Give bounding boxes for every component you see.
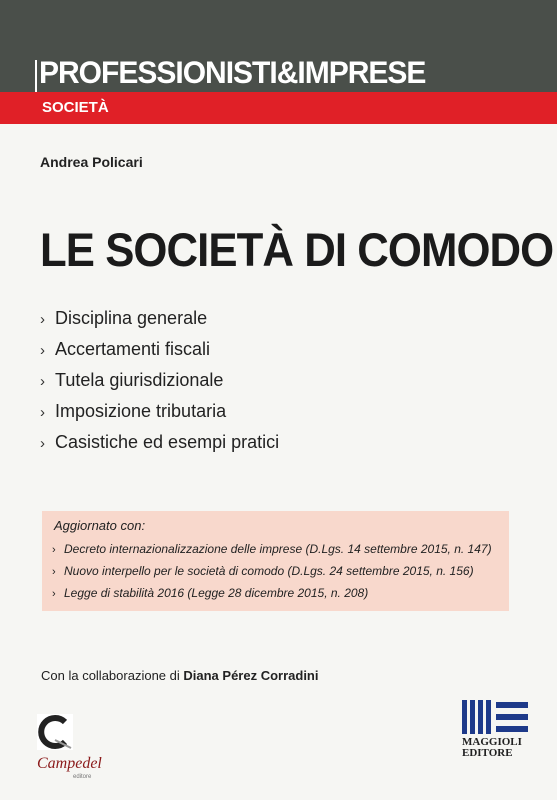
chevron-right-icon: › [40, 311, 45, 328]
topic-item: › Casistiche ed esempi pratici [40, 432, 280, 452]
campedel-c-icon [37, 714, 73, 750]
maggioli-name: MAGGIOLI EDITORE [462, 736, 522, 759]
topic-item: › Accertamenti fiscali [40, 339, 211, 359]
author-name: Andrea Policari [40, 154, 143, 170]
topic-item: › Disciplina generale [40, 308, 208, 328]
update-heading: Aggiornato con: [54, 518, 146, 533]
update-item: › Nuovo interpello per le società di comodo (D.Lgs. 24 settembre 2015, n. 156) [52, 564, 474, 578]
collaborator-name: Diana Pérez Corradini [183, 668, 319, 683]
chevron-right-icon: › [40, 404, 45, 421]
update-list [52, 542, 492, 608]
campedel-subtitle: editore [73, 774, 92, 780]
chevron-right-icon: › [40, 342, 45, 359]
book-title: LE SOCIETÀ DI COMODO [40, 223, 554, 276]
collaboration-prefix: Con la collaborazione di [41, 668, 180, 683]
update-item: › Legge di stabilità 2016 (Legge 28 dicembre 2015, n. 208) [52, 586, 369, 600]
chevron-right-icon: › [40, 373, 45, 390]
series-title: PROFESSIONISTI&IMPRESE [39, 55, 426, 91]
campedel-logo [37, 714, 111, 784]
chevron-right-icon: › [52, 566, 56, 578]
chevron-right-icon: › [52, 544, 56, 556]
collaboration-credit [41, 669, 319, 682]
topic-list [40, 308, 279, 463]
category-label: SOCIETÀ [42, 99, 109, 116]
chevron-right-icon: › [40, 435, 45, 452]
update-box [42, 511, 509, 611]
maggioli-logo [462, 700, 532, 760]
maggioli-bars-icon [462, 700, 530, 734]
topic-item: › Tutela giurisdizionale [40, 370, 224, 390]
update-item: › Decreto internazionalizzazione delle imprese (D.Lgs. 14 settembre 2015, n. 147) [52, 542, 492, 556]
campedel-name: Campedel [37, 755, 102, 772]
chevron-right-icon: › [52, 588, 56, 600]
topic-item: › Imposizione tributaria [40, 401, 227, 421]
